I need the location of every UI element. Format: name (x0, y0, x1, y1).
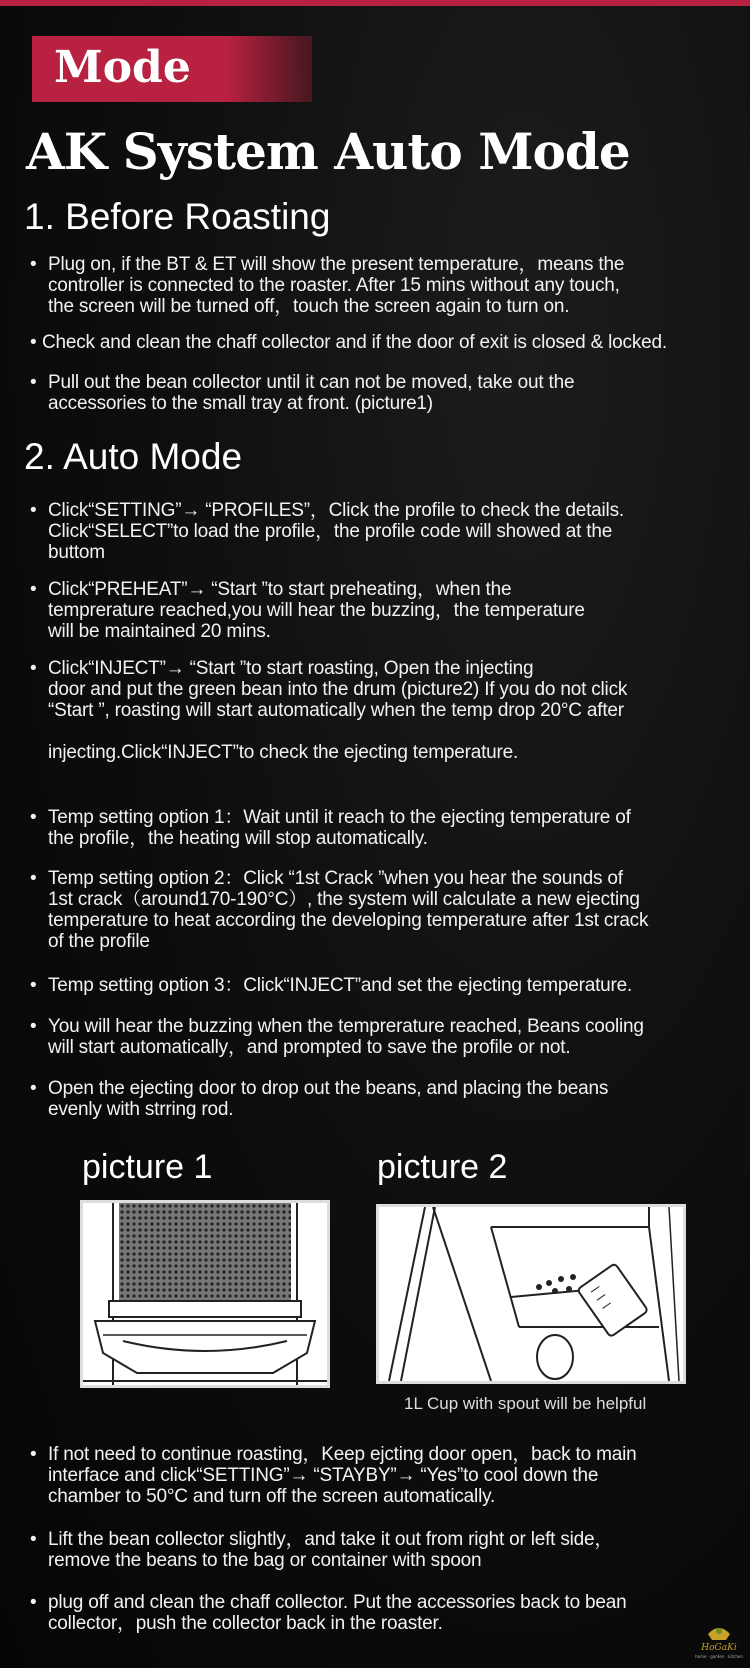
bullet-icon: • (30, 1078, 37, 1099)
mode-banner (32, 36, 312, 102)
list-item-text: Temp setting option 1：Wait until it reach to the ejecting temperature of the profile，the heating will stop automatically. (48, 807, 631, 849)
bullet-icon: • (30, 1016, 37, 1037)
list-item-text: Click“INJECT”→ “Start ”to start roasting, Open the injecting door and put the green bean into the drum (picture2) If you do not click “Start ”, roasting will start automatically when the temp drop 20°C after injecting.Click“INJECT”to check the ejecting temperature. (48, 658, 628, 763)
list-item (30, 975, 730, 996)
list-item-text: Click“PREHEAT”→ “Start ”to start preheating，when the temprerature reached,you will hear the buzzing，the temperature will be maintained 20 mins. (48, 579, 585, 642)
brand-logo (694, 1620, 744, 1660)
section-heading-before-roasting: 1. Before Roasting (24, 196, 331, 237)
list-item (30, 868, 730, 952)
picture-2-label: picture 2 (377, 1148, 508, 1186)
list-item (30, 658, 730, 763)
list-item-text: Plug on, if the BT & ET will show the present temperature，means the controller is connected to the roaster. After 15 mins without any touch, the screen will be turned off，touch the screen again to turn on. (48, 254, 625, 317)
list-item-text: You will hear the buzzing when the temprerature reached, Beans cooling will start automatically，and prompted to save the profile or not. (48, 1016, 644, 1058)
top-accent-line (0, 0, 750, 6)
picture-1-label: picture 1 (82, 1148, 213, 1186)
bullet-icon: • (30, 658, 37, 679)
bullet-icon: • (30, 332, 37, 353)
page-title: AK System Auto Mode (26, 122, 630, 181)
list-item-text: plug off and clean the chaff collector. Put the accessories back to bean collector，push the collector back in the roaster. (48, 1592, 627, 1634)
list-item-text: Temp setting option 2：Click “1st Crack ”when you hear the sounds of 1st crack（around170-190°C）, the system will calculate a new ejecting temperature to heat according the developing temperature after 1st crack of the profile (48, 868, 649, 952)
list-item (30, 807, 730, 849)
bullet-icon: • (30, 807, 37, 828)
list-item (30, 254, 730, 317)
list-item-text: Pull out the bean collector until it can not be moved, take out the accessories to the small tray at front. (picture1) (48, 372, 575, 414)
list-item-text: Open the ejecting door to drop out the beans, and placing the beans evenly with strring rod. (48, 1078, 609, 1120)
picture-2-caption: 1L Cup with spout will be helpful (404, 1394, 647, 1413)
list-item (30, 579, 730, 642)
list-item-text: Click“SETTING”→ “PROFILES”，Click the profile to check the details. Click“SELECT”to load the profile，the profile code will showed at the buttom (48, 500, 624, 563)
list-item (30, 1078, 730, 1120)
list-item (30, 1016, 730, 1058)
bullet-icon: • (30, 500, 37, 521)
list-item (30, 1592, 730, 1634)
bullet-icon: • (30, 1529, 37, 1550)
mode-banner-label: Mode (54, 42, 191, 93)
list-item (30, 372, 730, 414)
list-item-text: If not need to continue roasting，Keep ejcting door open，back to main interface and click“SETTING”→ “STAYBY”→ “Yes”to cool down the chamber to 50°C and turn off the screen automatically. (48, 1444, 637, 1507)
bullet-icon: • (30, 1592, 37, 1613)
list-item-text: Lift the bean collector slightly，and take it out from right or left side， remove the beans to the bag or container with spoon (48, 1529, 614, 1571)
bullet-icon: • (30, 579, 37, 600)
list-item-text: Temp setting option 3：Click“INJECT”and set the ejecting temperature. (48, 975, 633, 996)
list-item-text: Check and clean the chaff collector and if the door of exit is closed & locked. (42, 332, 667, 353)
svg-text:home · garden · kitchen: home · garden · kitchen (695, 1654, 743, 1659)
bullet-icon: • (30, 254, 37, 275)
picture-2-bean-injecting-illustration (376, 1204, 686, 1384)
list-item (30, 500, 730, 563)
list-item (30, 1529, 730, 1571)
bullet-icon: • (30, 975, 37, 996)
list-item (30, 1444, 730, 1507)
picture-1-bean-collector-illustration (80, 1200, 330, 1388)
bullet-icon: • (30, 372, 37, 393)
bullet-icon: • (30, 868, 37, 889)
list-item (30, 332, 730, 353)
bullet-icon: • (30, 1444, 37, 1465)
svg-text:HoGaKi: HoGaKi (701, 1643, 737, 1653)
section-heading-auto-mode: 2. Auto Mode (24, 436, 243, 477)
